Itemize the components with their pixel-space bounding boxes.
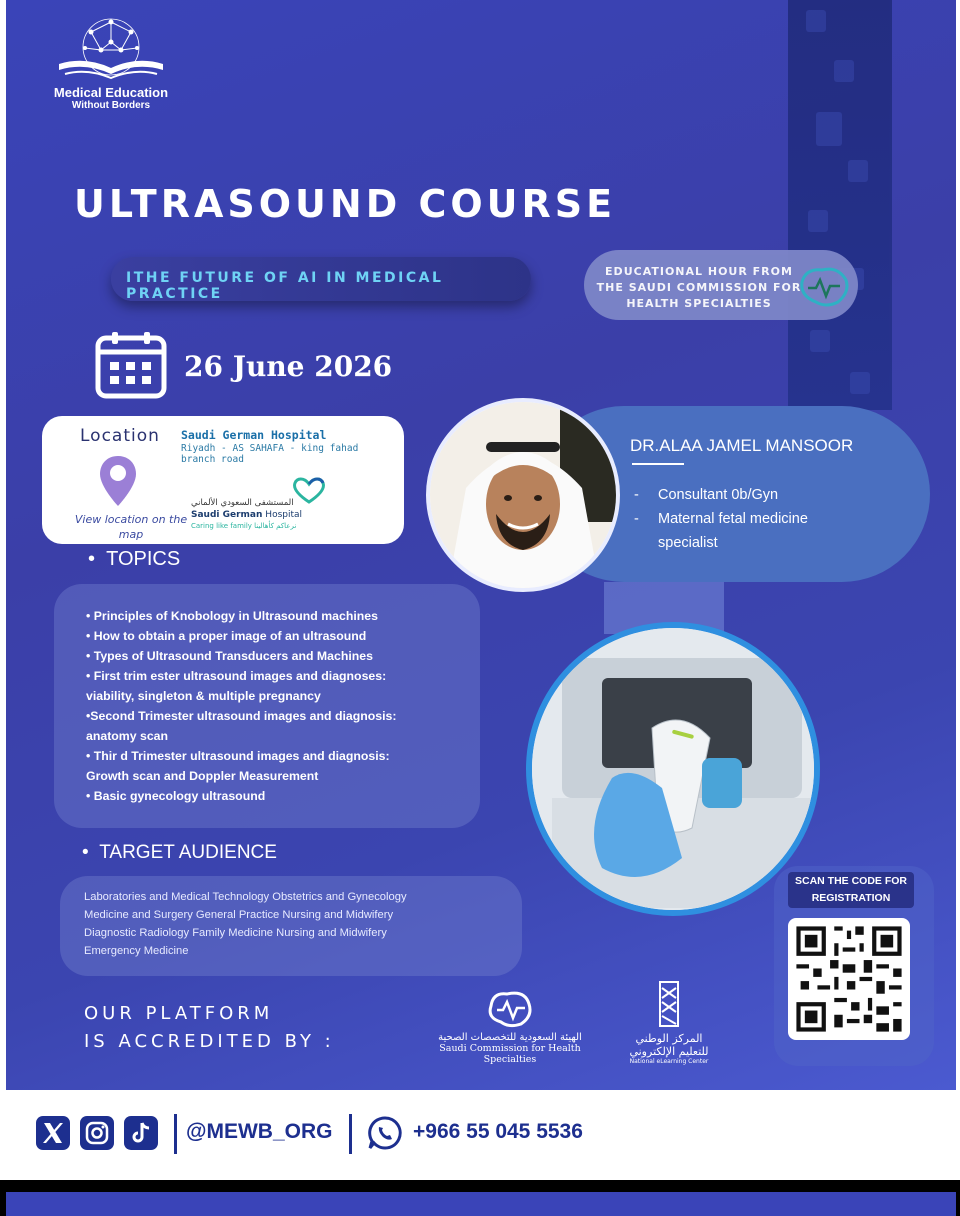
topic-item: anatomy scan [86,729,169,743]
topic-item: viability, singleton & multiple pregnancy [86,689,321,703]
x-icon[interactable] [36,1116,70,1150]
ultrasound-photo [526,622,820,916]
audience-line: Laboratories and Medical Technology Obstetrics and Gynecology [84,891,407,903]
location-pin-icon[interactable] [98,454,138,508]
hospital-logo-english: Saudi German Hospital [191,510,303,520]
brand-logo [46,12,176,111]
topic-item: Growth scan and Doppler Measurement [86,769,319,783]
speaker-role: Maternal fetal medicine [658,511,808,527]
hospital-logo-tagline: Caring like family نرعاكم كأهالينا [191,522,297,530]
hospital-address: Riyadh - AS SAHAFA - king fahad branch road [181,443,359,465]
speaker-photo [426,398,620,592]
hospital-logo-arabic: المستشفى السعودي الألماني [191,498,294,508]
educational-hour-badge [584,250,858,320]
footer-bar [6,1092,956,1174]
speaker-name: DR.ALAA JAMEL MANSOOR [630,436,854,455]
instagram-icon[interactable] [80,1116,114,1150]
scfhs-accreditor-logo [418,988,602,1065]
footer-separator [349,1114,352,1154]
nelc-english: National eLearning Center [629,1058,709,1065]
phone-number[interactable]: +966 55 045 5536 [413,1120,583,1143]
tiktok-icon[interactable] [124,1116,158,1150]
nelc-icon [656,980,682,1028]
audience-line: Emergency Medicine [84,945,189,957]
whatsapp-icon[interactable] [366,1114,404,1152]
audience-list [84,888,484,960]
scfhs-english: Saudi Commission for Health Specialties [439,1043,581,1065]
audience-heading: • TARGET AUDIENCE [82,842,277,863]
topics-heading: • TOPICS [88,548,181,570]
nelc-arabic-1: المركز الوطني [635,1032,703,1045]
topics-list [86,606,476,806]
topic-item: • First trim ester ultrasound images and diagnoses: [86,669,387,683]
topic-item: • Thir d Trimester ultrasound images and diagnosis: [86,749,390,763]
event-date: 26 June 2026 [184,350,393,383]
topic-item: • Basic gynecology ultrasound [86,789,266,803]
next-poster-preview [6,1192,956,1216]
brand-tagline: Without Borders [71,100,151,111]
speaker-role: specialist [658,535,718,551]
book-network-icon [51,12,171,82]
poster [6,0,956,1090]
audience-line: Diagnostic Radiology Family Medicine Nursing and Midwifery [84,927,387,939]
speaker-divider [632,463,684,465]
footer-separator [174,1114,177,1154]
nelc-accreditor-logo [624,980,714,1065]
location-label: Location [80,426,160,446]
subtitle-pill [111,257,531,301]
social-handle[interactable]: @MEWB_ORG [186,1120,333,1143]
audience-line: Medicine and Surgery General Practice Nursing and Midwifery [84,909,394,921]
topic-item: •Second Trimester ultrasound images and diagnosis: [86,709,397,723]
brand-name: Medical Education [53,85,169,100]
qr-code-icon[interactable] [788,918,910,1040]
topic-item: • Types of Ultrasound Transducers and Machines [86,649,373,663]
speaker-roles: - Consultant 0b/Gyn - Maternal fetal medicine specialist [634,483,808,555]
location-card[interactable] [42,416,404,544]
course-title: ULTRASOUND COURSE [74,182,617,226]
decorative-band [788,0,892,410]
speaker-role: Consultant 0b/Gyn [658,487,779,503]
scfhs-icon [485,988,535,1028]
nelc-arabic-2: للتعليم الإلكتروني [629,1045,709,1058]
scan-label: SCAN THE CODE FOR REGISTRATION [788,872,914,908]
course-subtitle: ITHE FUTURE OF AI IN MEDICAL PRACTICE [126,270,444,302]
educational-hour-text: EDUCATIONAL HOUR FROM THE SAUDI COMMISSION FOR HEALTH SPECIALTIES [596,265,802,310]
scfhs-logo-icon [796,262,852,308]
hospital-name: Saudi German Hospital [181,428,327,442]
accreditation-text: OUR PLATFORM IS ACCREDITED BY : [84,1003,335,1052]
calendar-icon [94,330,168,400]
topic-item: • How to obtain a proper image of an ultrasound [86,629,367,643]
registration-qr-code[interactable] [788,918,910,1040]
view-location-link[interactable]: View location on the map [74,513,188,541]
topic-item: • Principles of Knobology in Ultrasound machines [86,609,378,623]
heart-logo-icon [291,476,327,504]
scfhs-arabic: الهيئة السعودية للتخصصات الصحية [438,1032,582,1043]
